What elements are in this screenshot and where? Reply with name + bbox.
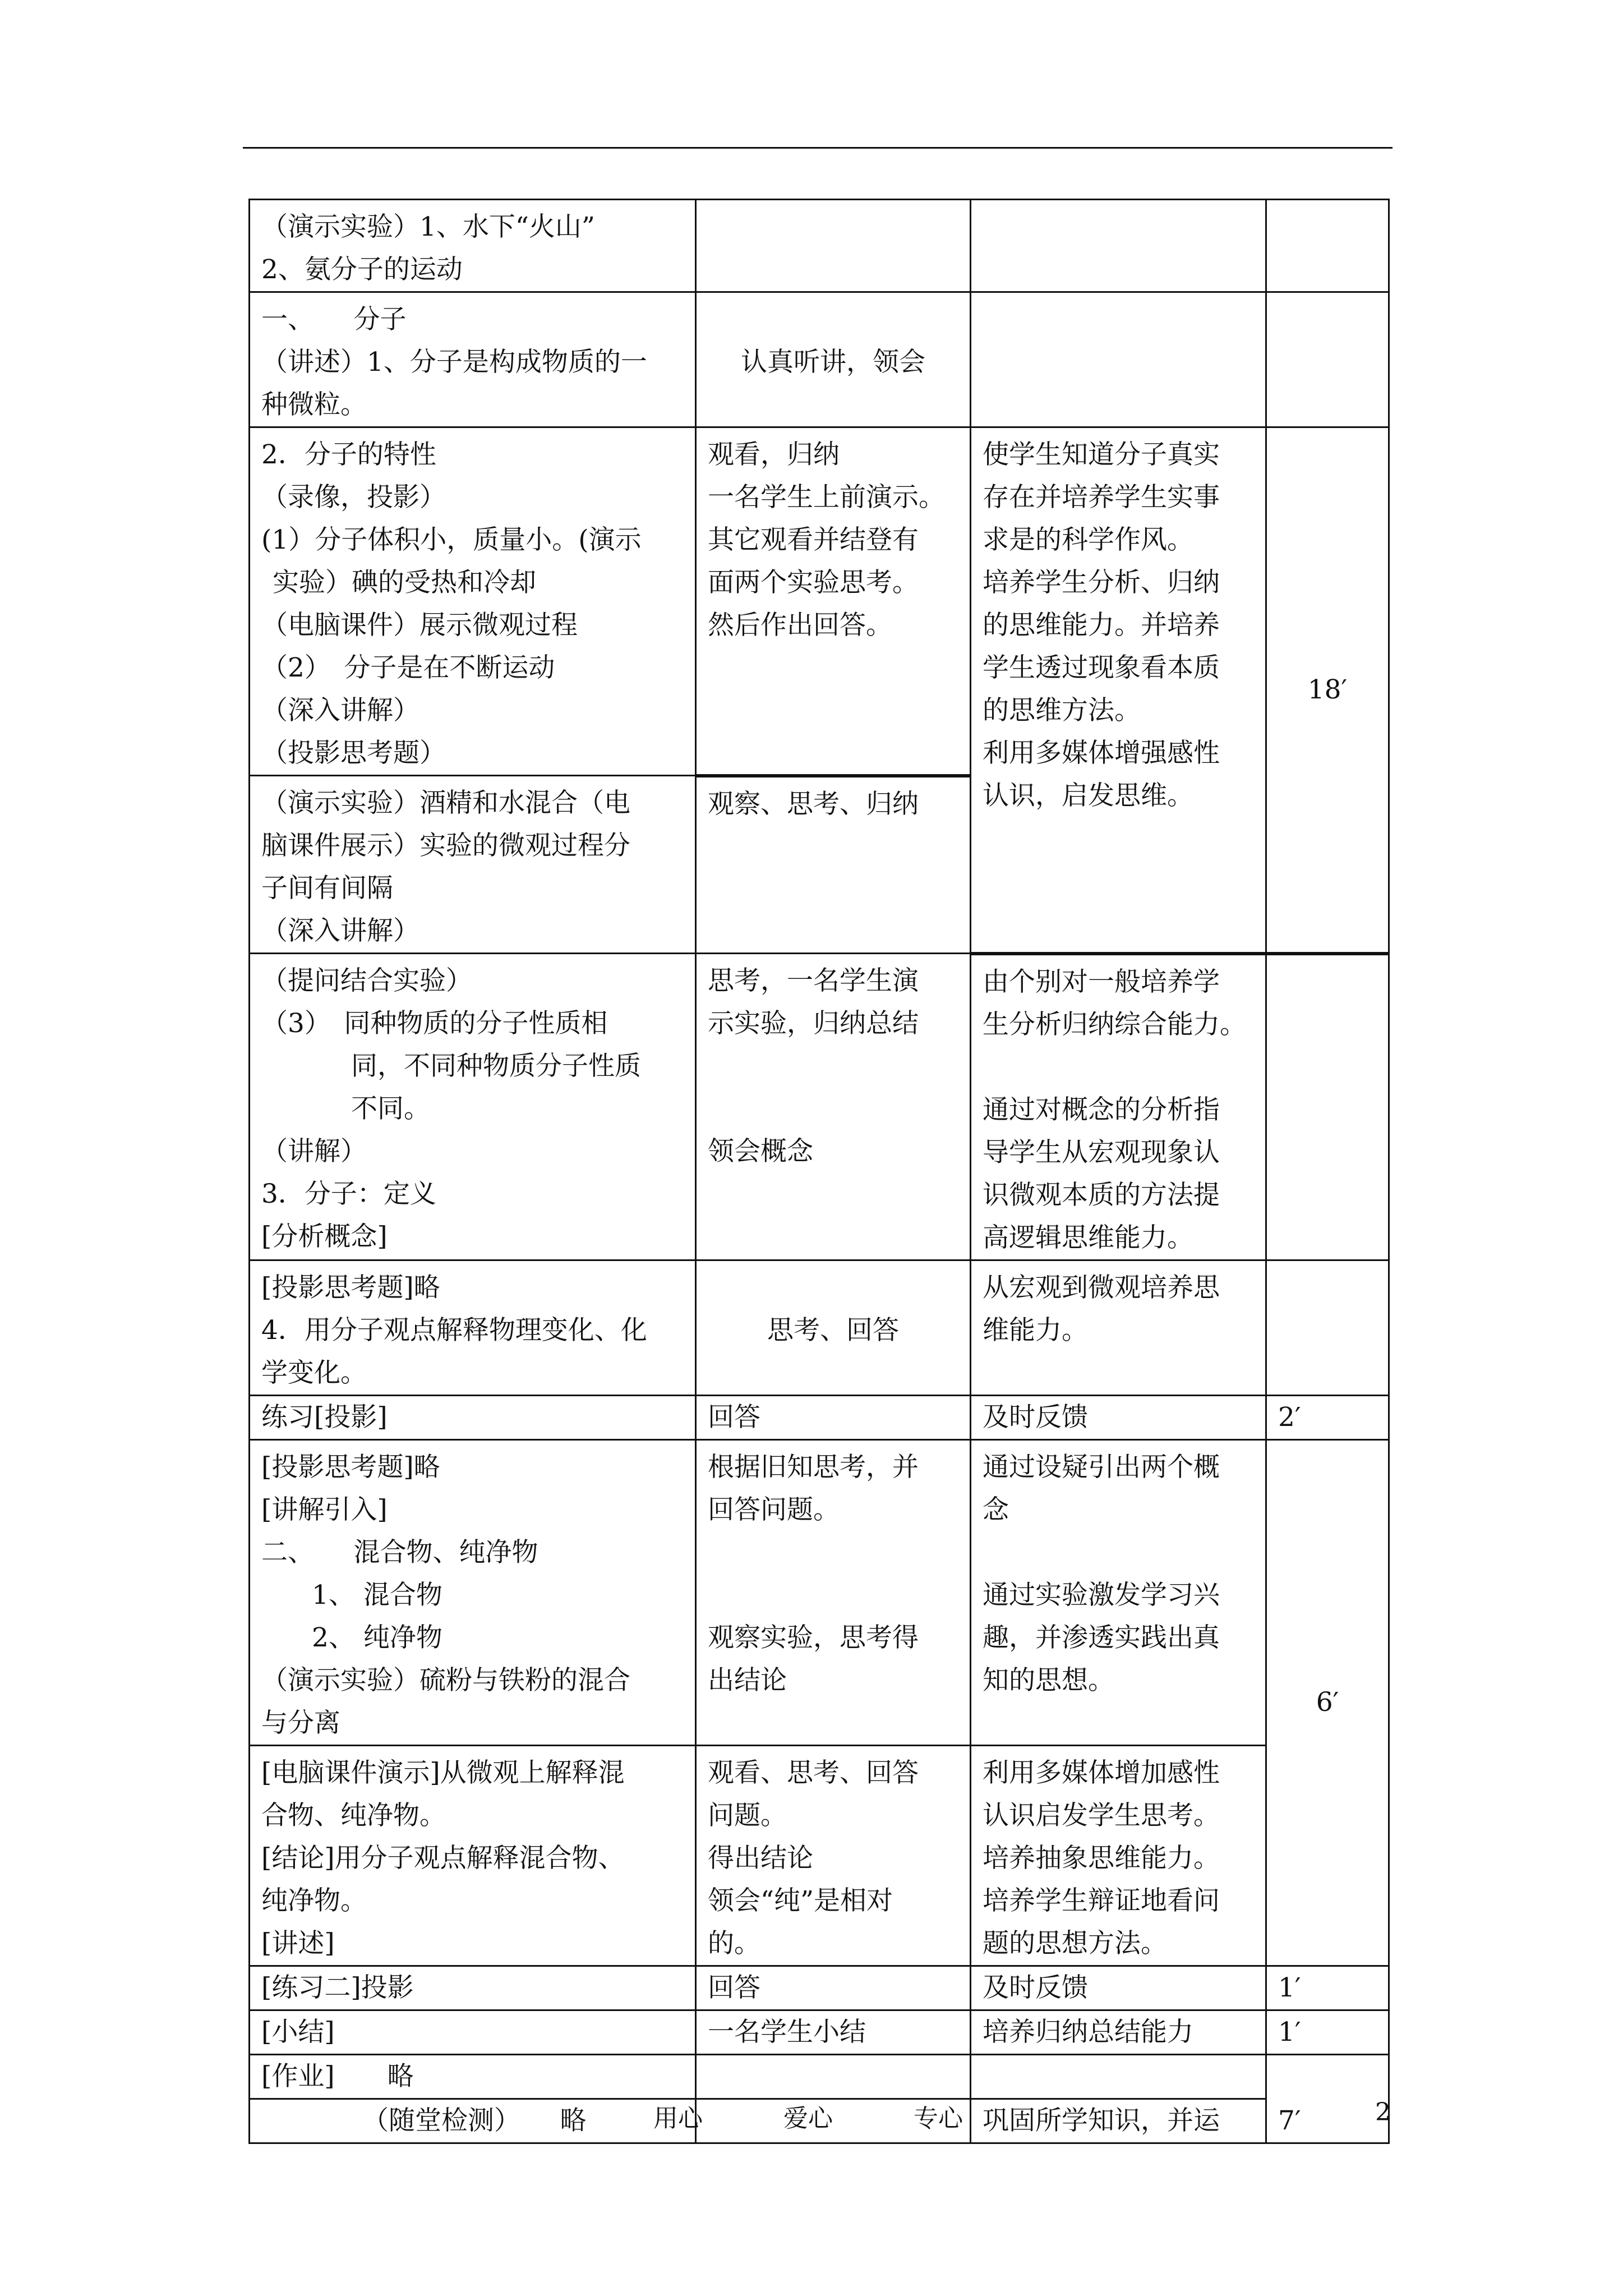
time-cell: 7′ (1266, 2054, 1389, 2143)
table-row (250, 1395, 1389, 1439)
purpose-cell: 培养归纳总结能力 (971, 2010, 1266, 2054)
table-row (250, 1439, 1389, 1745)
content-cell: [投影思考题]略 4．用分子观点解释物理变化、化 学变化。 (250, 1260, 696, 1395)
purpose-cell: 通过设疑引出两个概 念 通过实验激发学习兴 趣，并渗透实践出真 知的思想。 (971, 1439, 1266, 1745)
table-row (250, 1966, 1389, 2010)
content-cell: [电脑课件演示]从微观上解释混 合物、纯净物。 [结论]用分子观点解释混合物、 纯净物。 [讲述] (250, 1745, 696, 1966)
student-cell: 观看、思考、回答 问题。 得出结论 领会“纯”是相对 的。 (696, 1745, 971, 1966)
time-cell: 18′ (1266, 427, 1389, 954)
student-cell: 回答 (696, 1395, 971, 1439)
content-cell: 练习[投影] (250, 1395, 696, 1439)
purpose-cell: 及时反馈 (971, 1395, 1266, 1439)
time-cell (1266, 200, 1389, 292)
purpose-cell: 从宏观到微观培养思 维能力。 (971, 1260, 1266, 1395)
table-row (250, 1260, 1389, 1395)
student-cell: 回答 (696, 1966, 971, 2010)
table-row (250, 2054, 1389, 2099)
header-rule (243, 147, 1393, 149)
table-row (250, 427, 1389, 776)
time-cell: 2′ (1266, 1395, 1389, 1439)
purpose-cell: 利用多媒体增加感性 认识启发学生思考。 培养抽象思维能力。 培养学生辩证地看问 题的思想方法。 (971, 1745, 1266, 1966)
purpose-cell: 由个别对一般培养学 生分析归纳综合能力。 通过对概念的分析指 导学生从宏观现象认 识微观本质的方法提 高逻辑思维能力。 (971, 954, 1266, 1260)
table-row (250, 2010, 1389, 2054)
table-row (250, 292, 1389, 427)
footer-motto: 用心 爱心 专心 (653, 2104, 963, 2133)
time-cell (1266, 292, 1389, 427)
time-cell: 1′ (1266, 2010, 1389, 2054)
content-cell: （演示实验）酒精和水混合（电 脑课件展示）实验的微观过程分 子间有间隔 （深入讲解） (250, 776, 696, 954)
student-cell: 观看，归纳 一名学生上前演示。 其它观看并结登有 面两个实验思考。 然后作出回答。 (696, 427, 971, 776)
page-footer (0, 2098, 1623, 2137)
purpose-cell: 及时反馈 (971, 1966, 1266, 2010)
student-cell: 认真听讲，领会 (696, 292, 971, 427)
content-cell: 2．分子的特性 （录像，投影） (1）分子体积小，质量小。(演示 实验）碘的受热和冷却 （电脑课件）展示微观过程 （2） 分子是在不断运动 （深入讲解） （投影思考题） (250, 427, 696, 776)
time-cell (1266, 954, 1389, 1260)
student-cell (696, 2054, 971, 2099)
student-cell (696, 200, 971, 292)
purpose-cell (971, 2054, 1266, 2099)
student-cell: 一名学生小结 (696, 2010, 971, 2054)
content-cell: （随堂检测） 略 (250, 2099, 696, 2143)
table-row (250, 954, 1389, 1260)
content-cell: 一、 分子 （讲述）1、分子是构成物质的一 种微粒。 (250, 292, 696, 427)
student-cell: 观察、思考、归纳 (696, 776, 971, 954)
student-cell: 根据旧知思考，并 回答问题。 观察实验，思考得 出结论 (696, 1439, 971, 1745)
purpose-cell (971, 292, 1266, 427)
purpose-cell: 使学生知道分子真实 存在并培养学生实事 求是的科学作风。 培养学生分析、归纳 的思维能力。并培养 学生透过现象看本质 的思维方法。 利用多媒体增强感性 认识，启发思维。 (971, 427, 1266, 954)
table-row (250, 200, 1389, 292)
content-cell: （演示实验）1、水下“火山” 2、氨分子的运动 (250, 200, 696, 292)
content-cell: [练习二]投影 (250, 1966, 696, 2010)
student-cell: 思考，一名学生演 示实验，归纳总结 领会概念 (696, 954, 971, 1260)
time-cell: 1′ (1266, 1966, 1389, 2010)
time-cell (1266, 1260, 1389, 1395)
content-cell: [作业] 略 (250, 2054, 696, 2099)
content-cell: [投影思考题]略 [讲解引入] 二、 混合物、纯净物 1、 混合物 2、 纯净物 （演示实验）硫粉与铁粉的混合 与分离 (250, 1439, 696, 1745)
student-cell: 思考、回答 (696, 1260, 971, 1395)
page-number: 2 (1375, 2098, 1391, 2127)
time-cell: 6′ (1266, 1439, 1389, 1966)
purpose-cell (971, 200, 1266, 292)
content-cell: [小结] (250, 2010, 696, 2054)
table-row (250, 1745, 1389, 1966)
purpose-cell: 巩固所学知识，并运 (971, 2099, 1266, 2143)
content-cell: （提问结合实验） （3） 同种物质的分子性质相 同，不同种物质分子性质 不同。 （讲解） 3．分子：定义 [分析概念] (250, 954, 696, 1260)
lesson-plan-table (248, 199, 1390, 2144)
